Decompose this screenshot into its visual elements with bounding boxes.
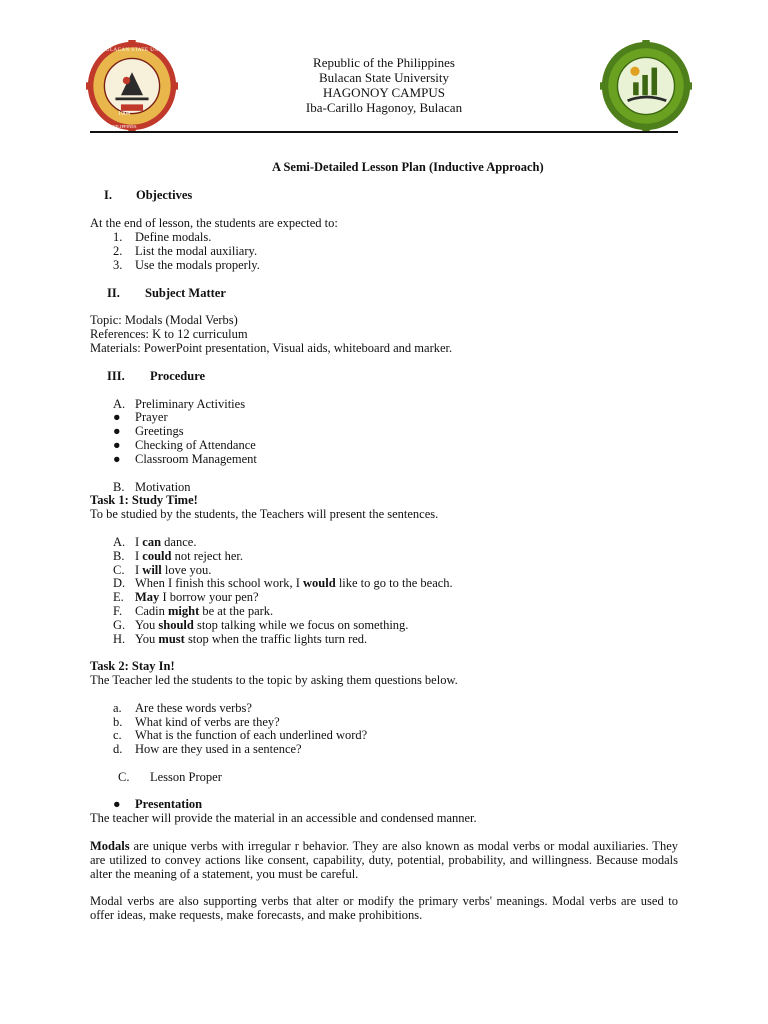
modal-verb: should	[158, 618, 194, 632]
letterhead-line-republic: Republic of the Philippines	[313, 55, 455, 70]
section-number-subject-matter: II.	[107, 286, 120, 300]
bullet-dot: ●	[113, 438, 121, 452]
seal-university-text: BULACAN STATE UNIVERSITY	[102, 48, 186, 53]
procedure-preliminary-activities: Preliminary Activities	[135, 397, 246, 411]
task2-title: Task 2: Stay In!	[90, 659, 175, 673]
procedure-sub-label: A.	[113, 397, 126, 411]
question-text: Are these words verbs?	[135, 701, 252, 715]
lesson-proper-heading: Lesson Proper	[150, 770, 222, 784]
sentence-text-after: not reject her.	[171, 549, 243, 563]
modal-verb: can	[142, 535, 162, 549]
objective-number: 1.	[113, 230, 123, 244]
question-text: What kind of verbs are they?	[135, 715, 280, 729]
subject-topic: Topic: Modals (Modal Verbs)	[90, 313, 238, 327]
letterhead-line-university: Bulacan State University	[319, 70, 449, 85]
section-number-objectives: I.	[104, 188, 112, 202]
section-heading-procedure: Procedure	[150, 369, 206, 383]
modals-term: Modals	[90, 839, 130, 853]
sentence-letter: F.	[113, 604, 123, 618]
objectives-intro: At the end of lesson, the students are expected to:	[90, 216, 338, 230]
modal-verb: will	[142, 563, 162, 577]
modal-verb: could	[142, 549, 172, 563]
bullet-dot: ●	[113, 424, 121, 438]
sentence-text-before: You	[135, 618, 159, 632]
question-text: How are they used in a sentence?	[135, 742, 302, 756]
presentation-heading: Presentation	[135, 797, 203, 811]
sentence-text-before: You	[135, 632, 159, 646]
sentence-text	[135, 549, 243, 563]
sentence-text	[135, 632, 367, 646]
letterhead-line-address: Iba-Carillo Hagonoy, Bulacan	[305, 100, 463, 115]
modal-verb: might	[167, 604, 200, 618]
objective-number: 2.	[113, 244, 123, 258]
section-heading-objectives: Objectives	[136, 188, 193, 202]
objective-text: Use the modals properly.	[135, 258, 260, 272]
letterhead	[200, 55, 568, 115]
sentence-letter: B.	[113, 549, 125, 563]
task2-intro: The Teacher led the students to the topic by asking them questions below.	[90, 673, 458, 687]
bullet-dot: ●	[113, 410, 121, 424]
sentence-text-after: love you.	[161, 563, 212, 577]
question-letter: a.	[113, 701, 122, 715]
seal-country-text: PHILIPPINES	[110, 124, 137, 129]
sentence-text-before: I	[135, 535, 143, 549]
bullet-item: Checking of Attendance	[135, 438, 256, 452]
sentence-text-after: stop when the traffic lights turn red.	[184, 632, 368, 646]
subject-references: References: K to 12 curriculum	[90, 327, 248, 341]
sentence-letter: H.	[113, 632, 126, 646]
sentence-text	[135, 576, 453, 590]
lesson-proper-label: C.	[118, 770, 130, 784]
letterhead-line-campus: HAGONOY CAMPUS	[323, 85, 445, 100]
sentence-text-after: be at the park.	[199, 604, 274, 618]
sentence-text	[135, 563, 211, 577]
question-letter: d.	[113, 742, 123, 756]
sentence-letter: C.	[113, 563, 125, 577]
procedure-sub-label: B.	[113, 480, 125, 494]
sentence-text	[135, 604, 273, 618]
bulsu-seal-logo	[86, 40, 178, 132]
sentence-text-after: stop talking while we focus on something.	[193, 618, 409, 632]
sentence-letter: D.	[113, 576, 126, 590]
seal-year: 1904	[118, 111, 130, 117]
lesson-plan-title: A Semi-Detailed Lesson Plan (Inductive Approach)	[272, 160, 544, 174]
sentence-text-after: I borrow your pen?	[159, 590, 259, 604]
bullet-item: Prayer	[135, 410, 168, 424]
objective-text: List the modal auxiliary.	[135, 244, 258, 258]
objective-text: Define modals.	[135, 230, 212, 244]
presentation-intro: The teacher will provide the material in an accessible and condensed manner.	[90, 811, 477, 825]
bullet-item: Classroom Management	[135, 452, 257, 466]
question-text: What is the function of each underlined word?	[135, 728, 368, 742]
modal-verbs-paragraph: Modal verbs are also supporting verbs that alter or modify the primary verbs' meanings. Modal verbs are used to offer ideas, make requests, make forecasts, and make prohibitions.	[90, 894, 678, 922]
subject-materials: Materials: PowerPoint presentation, Visual aids, whiteboard and marker.	[90, 341, 453, 355]
bullet-dot: ●	[113, 797, 121, 811]
modal-verb: would	[303, 576, 336, 590]
question-letter: c.	[113, 728, 122, 742]
sentence-letter: E.	[113, 590, 124, 604]
section-heading-subject-matter: Subject Matter	[145, 286, 226, 300]
bullet-dot: ●	[113, 452, 121, 466]
modal-verb: May	[135, 590, 160, 604]
campus-seal-logo	[600, 40, 692, 132]
sentence-letter: G.	[113, 618, 126, 632]
sentence-text-before: I	[135, 549, 143, 563]
sentence-letter: A.	[113, 535, 126, 549]
sentence-text-after: dance.	[161, 535, 197, 549]
objective-number: 3.	[113, 258, 123, 272]
sentence-text-before: I	[135, 563, 143, 577]
task1-title: Task 1: Study Time!	[90, 493, 198, 507]
sentence-text	[135, 590, 259, 604]
section-number-procedure: III.	[107, 369, 125, 383]
sentence-text-before: When I finish this school work, I	[135, 576, 304, 590]
sentence-text	[135, 535, 196, 549]
sentence-text-before: Cadin	[135, 604, 168, 618]
question-letter: b.	[113, 715, 123, 729]
bullet-item: Greetings	[135, 424, 184, 438]
modals-definition-text: are unique verbs with irregular r behavior. They are also known as modal verbs or modal auxiliaries. They are utilized to convey actions like consent, capability, duty, potential, probability, and willingness. Because modals alter the meaning of a statement, you must be careful.	[90, 839, 678, 881]
sentence-text	[135, 618, 408, 632]
procedure-motivation: Motivation	[135, 480, 191, 494]
modals-definition-paragraph	[90, 839, 678, 881]
modal-verb: must	[158, 632, 185, 646]
task1-intro: To be studied by the students, the Teachers will present the sentences.	[90, 507, 439, 521]
sentence-text-after: like to go to the beach.	[335, 576, 453, 590]
header-divider	[90, 131, 678, 133]
